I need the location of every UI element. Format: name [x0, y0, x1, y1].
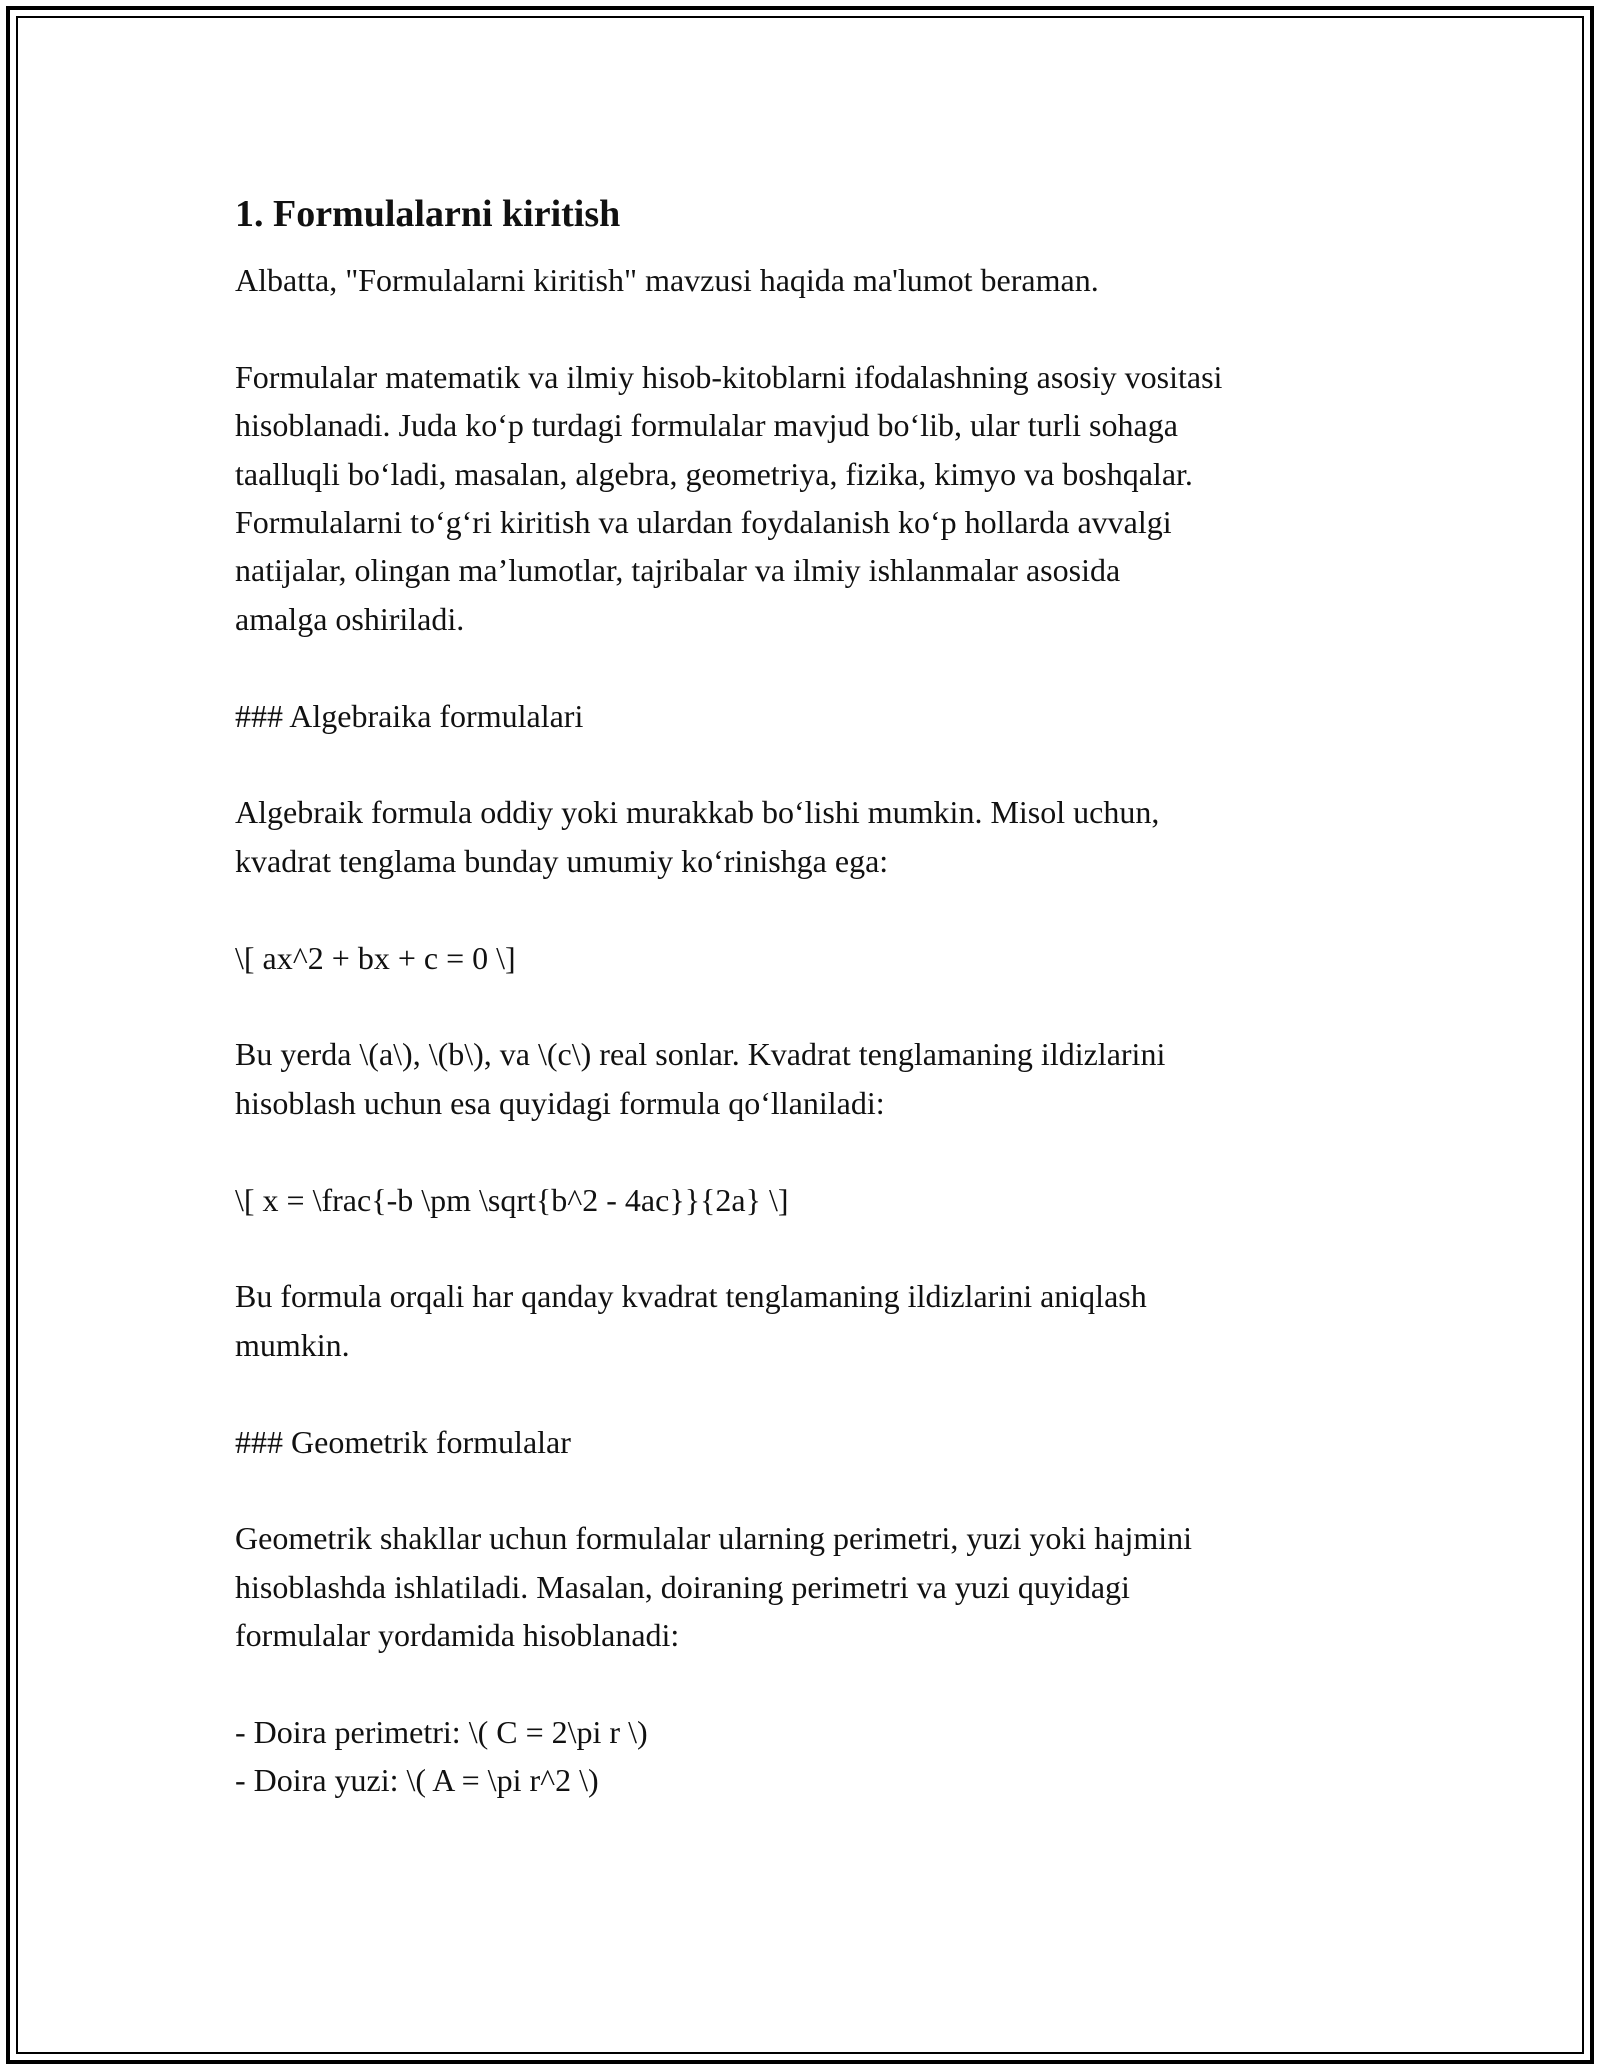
text-line: Formulalarni toʻgʻri kiritish va ulardan foydalanish koʻp hollarda avvalgi	[235, 504, 1172, 541]
blank-line	[235, 740, 1415, 788]
text-line: Formulalar matematik va ilmiy hisob-kitoblarni ifodalashning asosiy vositasi	[235, 358, 1223, 395]
text-line: Bu yerda \(a\), \(b\), va \(c\) real sonlar. Kvadrat tenglamaning ildizlarini	[235, 1036, 1166, 1073]
formula-quadratic: \[ ax^2 + bx + c = 0 \]	[235, 939, 516, 976]
blank-line	[235, 1466, 1415, 1514]
text-line: mumkin.	[235, 1326, 350, 1363]
section-heading-algebra: ### Algebraika formulalari	[235, 697, 584, 734]
blank-line	[235, 1127, 1415, 1175]
text-line: hisoblashda ishlatiladi. Masalan, doiraning perimetri va yuzi quyidagi	[235, 1568, 1130, 1605]
blank-line	[235, 1660, 1415, 1708]
document-body	[235, 188, 1415, 1805]
text-line: Geometrik shakllar uchun formulalar ularning perimetri, yuzi yoki hajmini	[235, 1520, 1193, 1557]
list-item-perimeter: - Doira perimetri: \( C = 2\pi r \)	[235, 1714, 648, 1751]
blank-line	[235, 982, 1415, 1030]
text-line: hisoblanadi. Juda koʻp turdagi formulalar mavjud boʻlib, ular turli sohaga	[235, 407, 1178, 444]
text-line: hisoblash uchun esa quyidagi formula qoʻllaniladi:	[235, 1084, 885, 1121]
text-line: taalluqli boʻladi, masalan, algebra, geometriya, fizika, kimyo va boshqalar.	[235, 455, 1193, 492]
text-line: Albatta, "Formulalarni kiritish" mavzusi haqida ma'lumot beraman.	[235, 262, 1099, 298]
page-title: 1. Formulalarni kiritish	[235, 193, 621, 235]
blank-line	[235, 885, 1415, 933]
blank-line	[235, 1369, 1415, 1417]
text-line: formulalar yordamida hisoblanadi:	[235, 1617, 680, 1654]
text-line: Algebraik formula oddiy yoki murakkab boʻlishi mumkin. Misol uchun,	[235, 794, 1160, 831]
blank-line	[235, 643, 1415, 691]
formula-roots: \[ x = \frac{-b \pm \sqrt{b^2 - 4ac}}{2a} \]	[235, 1181, 789, 1218]
text-line: amalga oshiriladi.	[235, 600, 465, 637]
text-line: natijalar, olingan maʼlumotlar, tajribalar va ilmiy ishlanmalar asosida	[235, 552, 1121, 589]
blank-line	[235, 1224, 1415, 1272]
list-item-area: - Doira yuzi: \( A = \pi r^2 \)	[235, 1762, 599, 1799]
section-heading-geometry: ### Geometrik formulalar	[235, 1423, 571, 1460]
text-line: Bu formula orqali har qanday kvadrat tenglamaning ildizlarini aniqlash	[235, 1278, 1147, 1315]
text-line: kvadrat tenglama bunday umumiy koʻrinishga ega:	[235, 842, 889, 879]
blank-line	[235, 304, 1415, 352]
